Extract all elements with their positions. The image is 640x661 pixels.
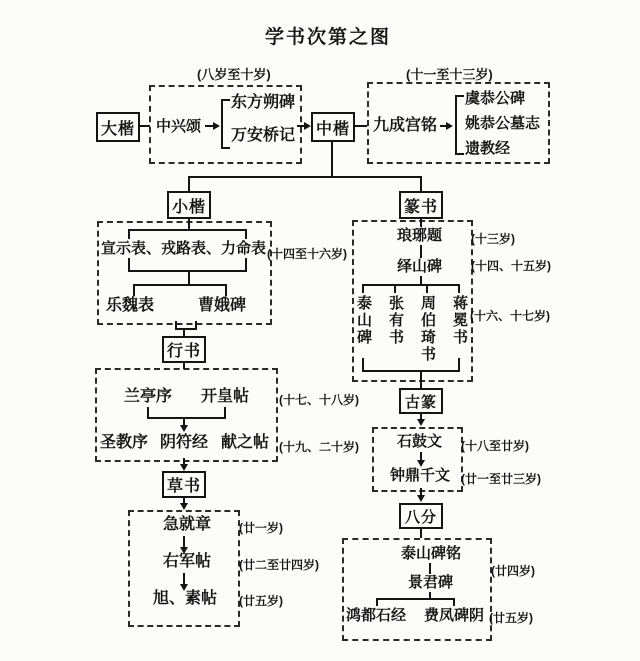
work-yishanbei: 绎山碑 <box>397 258 443 275</box>
merge-xingshu-bar <box>147 417 226 419</box>
work-youjuntie: 右军帖 <box>163 553 212 570</box>
connector-zhongkai-dashed <box>355 125 367 127</box>
bracket-xiaokai-top <box>128 229 247 231</box>
stage-box-caoshu: 草书 <box>162 471 206 498</box>
connector-yishanbei-down <box>420 276 422 284</box>
split-bafen-bar <box>376 598 455 600</box>
work-caoebei: 曹娥碑 <box>198 297 247 314</box>
work-yaogonggongmuzhi: 姚恭公墓志 <box>465 115 541 132</box>
age-label-zhuanshu-columns: (十六、十七岁) <box>470 309 550 323</box>
work-yugonggongbei: 虞恭公碑 <box>465 90 526 107</box>
work-yinfujing: 阴符经 <box>160 434 209 451</box>
stage-box-dakai: 大楷 <box>96 112 140 142</box>
arrowhead-guzhuan-feed <box>417 419 425 426</box>
work-zhangyoushu: 张有书 <box>387 295 404 346</box>
age-label-youjuntie: (廿二至廿四岁) <box>239 558 319 572</box>
connector-xingshu-feed <box>183 363 185 369</box>
merge-zhuanshu-right <box>458 358 460 370</box>
split-bafen-left <box>376 598 378 606</box>
connector-langyati-yishanbei <box>420 245 422 258</box>
work-kaihuangtie: 开皇帖 <box>201 388 250 405</box>
work-shengjiaoxu: 圣教序 <box>100 434 149 451</box>
stage-box-xingshu: 行书 <box>162 336 206 363</box>
work-zhongxingsong: 中兴颂 <box>156 118 202 135</box>
connector-dakai-dashed <box>140 125 150 127</box>
connector-xiaokai-feed <box>188 219 190 229</box>
arrow-line-guzhuan-1 <box>420 452 422 460</box>
arrowhead-caoshu-feed <box>180 503 188 510</box>
age-label-yishanbei: (十四、十五岁) <box>471 259 551 273</box>
arrowhead-to-caoshu <box>180 464 188 471</box>
age-label-langyati: (十三岁) <box>471 232 515 246</box>
stage-box-xiaokai: 小楷 <box>167 191 211 219</box>
age-label-xingshu-row2: (十九、二十岁) <box>279 440 359 454</box>
bracket-dakai-works <box>221 99 230 149</box>
work-lantingxu: 兰亭序 <box>124 388 173 405</box>
merge-zhuanshu-center <box>420 370 422 388</box>
stage-box-bafen: 八分 <box>399 503 443 529</box>
arrowhead-to-zhongkai <box>304 122 311 130</box>
split-xiaokai-left <box>133 284 135 296</box>
work-dongfangshuobei: 东方朔碑 <box>231 94 296 111</box>
arrow-line-xingshu-down <box>183 417 185 425</box>
merge-to-xingshu-center <box>183 328 185 336</box>
connector-drop-zhuanshu <box>420 176 422 191</box>
merge-to-xingshu-left <box>175 321 177 328</box>
merge-xingshu-right <box>224 407 226 417</box>
merge-xingshu-left <box>147 407 149 417</box>
split-zhuanshu-3 <box>426 284 428 293</box>
age-label-bafen-row3: (廿五岁) <box>489 611 533 625</box>
arrow-line-caoshu-2 <box>183 573 185 584</box>
work-xianzhitie: 献之帖 <box>221 434 270 451</box>
work-jiuchenggongming: 九成宫铭 <box>373 117 438 134</box>
age-label-top-right: (十一至十三岁) <box>406 67 493 82</box>
merge-xiaokai-right <box>245 258 247 270</box>
connector-bafen-rows <box>429 563 431 574</box>
merge-to-xingshu-right <box>195 321 197 328</box>
work-leweibiao: 乐魏表 <box>106 297 155 314</box>
work-yijiaojing: 遗教经 <box>465 140 511 157</box>
work-feifengbeiyin: 费凤碑阴 <box>424 607 485 624</box>
age-label-zhongdingqianwen: (廿一至廿三岁) <box>461 472 541 486</box>
merge-zhuanshu-bar <box>362 370 460 372</box>
age-label-xingshu-row1: (十七、十八岁) <box>279 393 359 407</box>
work-jijiuzhang: 急就章 <box>163 516 212 533</box>
bracket-xiaokai-top-right <box>245 229 247 239</box>
split-zhuanshu-2 <box>394 284 396 293</box>
split-zhuanshu-4 <box>458 284 460 293</box>
work-wananqiaoji: 万安桥记 <box>231 127 296 144</box>
arrowhead-zhongxingsong <box>213 122 220 130</box>
stage-box-guzhuan: 古篆 <box>399 388 443 414</box>
arrow-line-zhongxingsong <box>205 125 213 127</box>
split-xiaokai-bar <box>133 284 227 286</box>
age-label-bafen-rows: (廿四岁) <box>491 564 535 578</box>
bracket-xiaokai-top-left <box>128 229 130 239</box>
split-xiaokai-right <box>225 284 227 296</box>
work-hongdushijing: 鸿都石经 <box>346 607 407 624</box>
work-zhongdingqianwen: 钟鼎千文 <box>390 467 451 484</box>
age-label-xiaokai: (十四至十六岁) <box>267 247 347 261</box>
split-zhuanshu-bar <box>362 284 460 286</box>
work-xusutie: 旭、素帖 <box>153 590 218 607</box>
connector-drop-xiaokai <box>188 176 190 191</box>
work-taishanbeiming: 泰山碑铭 <box>401 545 462 562</box>
arrow-line-to-zhongkai <box>297 125 304 127</box>
stage-box-zhongkai: 中楷 <box>311 112 355 142</box>
work-zhouboqishu: 周伯琦书 <box>419 295 436 363</box>
arrow-line-caoshu-1 <box>183 536 185 547</box>
split-zhuanshu-1 <box>362 284 364 293</box>
work-taishanbei: 泰山碑 <box>355 295 372 346</box>
arrowhead-xingshu-down <box>180 425 188 432</box>
age-label-shiguwen: (十八至廿岁) <box>461 439 529 453</box>
merge-to-xingshu-bar <box>175 328 197 330</box>
bracket-zhongkai-works <box>455 95 464 155</box>
age-label-jijiuzhang: (廿一岁) <box>239 521 283 535</box>
work-shiguwen: 石鼓文 <box>397 433 443 450</box>
age-label-xusutie: (廿五岁) <box>239 594 283 608</box>
merge-zhuanshu-left <box>362 358 364 370</box>
work-jingjunbei: 景君碑 <box>408 574 454 591</box>
connector-split-horizontal <box>188 176 422 178</box>
arrowhead-to-bafen <box>417 495 425 502</box>
merge-xiaokai-left <box>128 258 130 270</box>
diagram-title: 学书次第之图 <box>264 27 391 48</box>
stage-box-zhuanshu: 篆书 <box>399 191 443 219</box>
connector-bafen-feed <box>420 529 422 538</box>
connector-zhuanshu-feed <box>420 219 422 227</box>
connector-zhongkai-down <box>331 142 333 176</box>
work-xuanshibiao-row: 宣示表、戎路表、力命表 <box>101 240 267 257</box>
work-langyati: 琅琊题 <box>397 227 443 244</box>
split-bafen-right <box>453 598 455 606</box>
arrow-line-to-bafen <box>420 488 422 495</box>
arrowhead-jiuchenggong <box>446 122 453 130</box>
arrowhead-guzhuan-1 <box>417 460 425 467</box>
age-label-top-left: (八岁至十岁) <box>197 67 271 82</box>
merge-xiaokai-center <box>188 270 190 284</box>
work-jiangmianshu: 蒋冕书 <box>451 295 468 346</box>
